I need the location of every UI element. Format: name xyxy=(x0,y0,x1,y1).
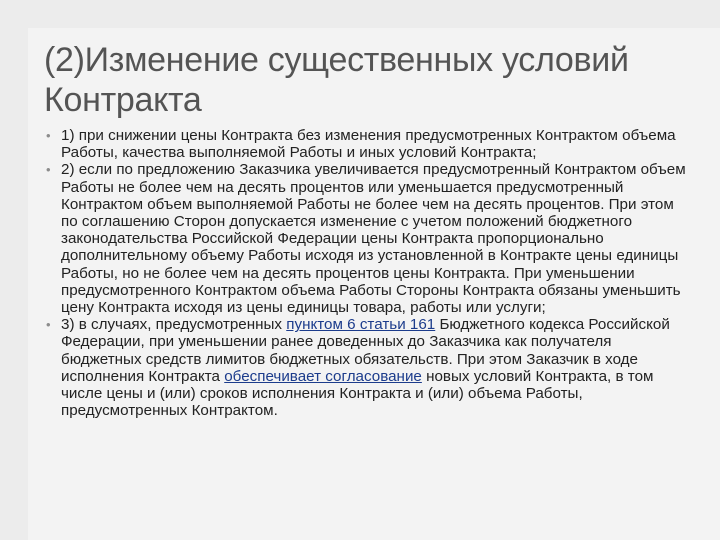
list-item-text: 1) при снижении цены Контракта без изменения предусмотренных Контрактом объема Работы, качества выполняемой Работы и иных условий Контракта; xyxy=(61,127,676,162)
budget-code-link[interactable]: пунктом 6 статьи 161 xyxy=(286,316,436,334)
side-decorative-band xyxy=(0,28,28,540)
list-item-text-part-3: новых условий Контракта, в том числе цены и (или) сроков исполнения Контракта и (или) объема Работы, предусмотренных Контрактом. xyxy=(61,367,654,420)
list-item-text-part-2: Бюджетного кодекса Российской Федерации, при уменьшении ранее доведенных до Заказчика как получателя бюджетных средств лимитов бюджетных обязательств. При этом Заказчик в ходе исполнения Контракта xyxy=(61,316,670,385)
list-item-2 xyxy=(46,161,686,316)
list-item-text-part-1: 3) в случаях, предусмотренных xyxy=(61,316,287,334)
bullet-list xyxy=(46,127,686,419)
list-item-1 xyxy=(46,127,686,161)
bullet-icon: • xyxy=(46,162,51,178)
bullet-icon: • xyxy=(46,128,51,143)
top-decorative-band xyxy=(0,0,720,28)
approval-link[interactable]: обеспечивает согласование xyxy=(224,367,422,385)
slide-title-line-1: (2)Изменение существенных условий xyxy=(44,41,629,79)
slide-title-line-2: Контракта xyxy=(44,81,202,119)
list-item-3 xyxy=(46,316,686,419)
bullet-icon: • xyxy=(46,317,51,333)
slide-title xyxy=(44,40,694,120)
list-item-text: 2) если по предложению Заказчика увеличивается предусмотренный Контрактом объем Работы не более чем на десять процентов или уменьшается предусмотренный Контрактом объем выполняемой Работы не более чем на десять процентов. При этом по соглашению Сторон допускается изменение с учетом положений бюджетного законодательства Российской Федерации цены Контракта пропорционально дополнительному объему Работы исходя из установленной в Контракте цены единицы Работы, но не более чем на десять процентов цены Контракта. При уменьшении предусмотренного Контрактом объема Работы Стороны Контракта обязаны уменьшить цену Контракта исходя из цены единицы товара, работы или услуги; xyxy=(61,161,686,317)
